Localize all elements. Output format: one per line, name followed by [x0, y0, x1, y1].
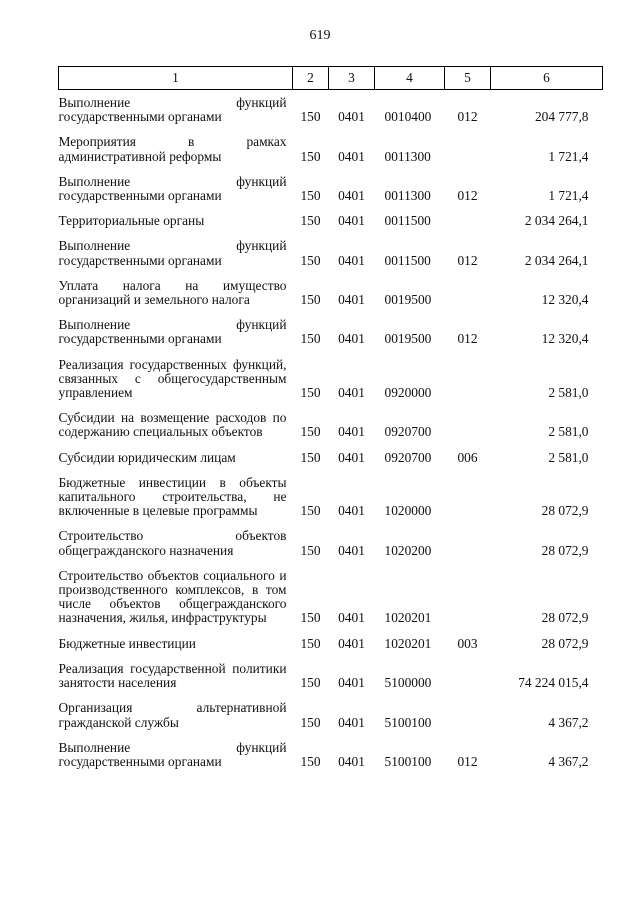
header-col-2: 2 — [293, 67, 329, 90]
table-row — [59, 465, 603, 519]
row-target-article-cell: 5100100 — [384, 753, 432, 769]
row-expense-type-cell — [445, 124, 491, 163]
row-amount-cell: 2 581,0 — [548, 385, 589, 401]
row-target-article-cell: 0011500 — [384, 213, 431, 229]
row-expense-type-cell: 012 — [457, 331, 478, 347]
row-section-cell: 0401 — [338, 714, 365, 730]
row-grbs-cell: 150 — [300, 675, 321, 691]
row-target-article-cell: 0011300 — [384, 188, 431, 204]
row-target-article-cell: 0920000 — [384, 385, 432, 401]
row-grbs-cell: 150 — [300, 109, 321, 125]
row-amount-cell: 12 320,4 — [541, 331, 589, 347]
row-target-article-cell: 0019500 — [384, 292, 432, 308]
row-amount-cell: 204 777,8 — [534, 109, 589, 125]
table-row — [59, 626, 603, 651]
row-section-cell: 0401 — [338, 252, 365, 268]
table-row — [59, 164, 603, 203]
row-amount-cell: 1 721,4 — [548, 148, 589, 164]
row-section-cell: 0401 — [338, 610, 365, 626]
table-row — [59, 518, 603, 557]
row-section-cell: 0401 — [338, 109, 365, 125]
row-section-cell: 0401 — [338, 385, 365, 401]
header-col-3: 3 — [329, 67, 375, 90]
row-target-article-cell: 0019500 — [384, 331, 432, 347]
row-expense-type-cell — [445, 268, 491, 307]
header-col-1: 1 — [59, 67, 293, 90]
row-name-cell: Субсидии юридическим лицам — [58, 449, 236, 465]
row-grbs-cell: 150 — [300, 503, 321, 519]
row-expense-type-cell — [445, 690, 491, 729]
row-grbs-cell: 150 — [300, 424, 321, 440]
table-row — [59, 651, 603, 690]
row-amount-cell: 2 581,0 — [548, 424, 589, 440]
row-name-cell: Строительство объектов социального и производственного комплексов, в том числе объектов общегражданского назначения, жилья, инфраструктуры — [58, 567, 287, 626]
row-grbs-cell: 150 — [300, 610, 321, 626]
header-col-5: 5 — [445, 67, 491, 90]
row-amount-cell: 28 072,9 — [541, 503, 589, 519]
row-grbs-cell: 150 — [300, 292, 321, 308]
row-target-article-cell: 1020201 — [384, 610, 432, 626]
row-name-cell: Выполнение функций государственными органами — [58, 739, 287, 769]
row-section-cell: 0401 — [338, 542, 365, 558]
header-col-6: 6 — [491, 67, 603, 90]
row-name-cell: Территориальные органы — [58, 213, 205, 229]
row-grbs-cell: 150 — [300, 542, 321, 558]
row-section-cell: 0401 — [338, 292, 365, 308]
row-name-cell: Выполнение функций государственными органами — [58, 317, 287, 347]
row-amount-cell: 2 581,0 — [548, 449, 589, 465]
row-target-article-cell: 0920700 — [384, 449, 432, 465]
row-amount-cell: 4 367,2 — [548, 753, 589, 769]
row-target-article-cell: 1020000 — [384, 503, 432, 519]
row-target-article-cell: 5100000 — [384, 675, 432, 691]
row-expense-type-cell: 003 — [457, 635, 478, 651]
row-grbs-cell: 150 — [300, 188, 321, 204]
row-amount-cell: 28 072,9 — [541, 610, 589, 626]
row-grbs-cell: 150 — [300, 449, 321, 465]
row-target-article-cell: 0920700 — [384, 424, 432, 440]
row-section-cell: 0401 — [338, 148, 365, 164]
row-grbs-cell: 150 — [300, 385, 321, 401]
row-expense-type-cell — [445, 400, 491, 439]
row-section-cell: 0401 — [338, 675, 365, 691]
row-amount-cell: 74 224 015,4 — [518, 675, 589, 691]
table-row — [59, 228, 603, 267]
row-amount-cell: 12 320,4 — [541, 292, 589, 308]
budget-table — [58, 66, 603, 769]
row-section-cell: 0401 — [338, 213, 365, 229]
row-target-article-cell: 5100100 — [384, 714, 432, 730]
row-grbs-cell: 150 — [300, 213, 321, 229]
row-section-cell: 0401 — [338, 753, 365, 769]
header-row — [59, 67, 603, 90]
row-target-article-cell: 0010400 — [384, 109, 432, 125]
row-name-cell: Выполнение функций государственными органами — [58, 238, 287, 268]
row-expense-type-cell: 012 — [457, 188, 478, 204]
row-section-cell: 0401 — [338, 503, 365, 519]
row-expense-type-cell: 012 — [457, 753, 478, 769]
row-name-cell: Субсидии на возмещение расходов по содержанию специальных объектов — [58, 410, 287, 440]
row-section-cell: 0401 — [338, 188, 365, 204]
table-row — [59, 307, 603, 346]
row-name-cell: Организация альтернативной гражданской службы — [58, 700, 287, 730]
row-amount-cell: 2 034 264,1 — [524, 252, 589, 268]
table-row — [59, 124, 603, 163]
table-row — [59, 268, 603, 307]
table-row — [59, 440, 603, 465]
row-name-cell: Реализация государственной политики занятости населения — [58, 660, 287, 691]
table-row — [59, 730, 603, 769]
row-expense-type-cell — [445, 203, 491, 228]
row-section-cell: 0401 — [338, 449, 365, 465]
row-section-cell: 0401 — [338, 424, 365, 440]
row-expense-type-cell: 012 — [457, 109, 478, 125]
row-section-cell: 0401 — [338, 331, 365, 347]
row-section-cell: 0401 — [338, 635, 365, 651]
table-row — [59, 203, 603, 228]
table-body — [59, 90, 603, 770]
table-row — [59, 400, 603, 439]
row-expense-type-cell — [445, 651, 491, 690]
row-name-cell: Реализация государственных функций, связанных с общегосударственным управлением — [58, 356, 287, 401]
row-grbs-cell: 150 — [300, 714, 321, 730]
row-grbs-cell: 150 — [300, 331, 321, 347]
row-name-cell: Мероприятия в рамках административной реформы — [58, 134, 287, 164]
row-name-cell: Выполнение функций государственными органами — [58, 173, 287, 204]
row-amount-cell: 2 034 264,1 — [524, 213, 589, 229]
row-target-article-cell: 1020200 — [384, 542, 432, 558]
row-name-cell: Строительство объектов общегражданского назначения — [58, 528, 287, 558]
table-row — [59, 558, 603, 626]
row-target-article-cell: 0011500 — [384, 252, 431, 268]
row-amount-cell: 28 072,9 — [541, 635, 589, 651]
row-amount-cell: 4 367,2 — [548, 714, 589, 730]
row-name-cell: Уплата налога на имущество организаций и земельного налога — [58, 277, 287, 308]
table-header — [59, 67, 603, 90]
table-row — [59, 90, 603, 125]
row-expense-type-cell — [445, 518, 491, 557]
table-row — [59, 690, 603, 729]
row-expense-type-cell — [445, 347, 491, 401]
table-row — [59, 347, 603, 401]
header-col-4: 4 — [375, 67, 445, 90]
page-number: 619 — [309, 28, 331, 43]
row-amount-cell: 28 072,9 — [541, 542, 589, 558]
row-grbs-cell: 150 — [300, 252, 321, 268]
row-name-cell: Бюджетные инвестиции в объекты капитального строительства, не включенные в целевые программы — [58, 474, 287, 519]
row-name-cell: Бюджетные инвестиции — [58, 635, 196, 651]
row-target-article-cell: 1020201 — [384, 635, 432, 651]
row-amount-cell: 1 721,4 — [548, 188, 589, 204]
row-grbs-cell: 150 — [300, 753, 321, 769]
row-expense-type-cell: 012 — [457, 252, 478, 268]
row-expense-type-cell — [445, 465, 491, 519]
row-grbs-cell: 150 — [300, 635, 321, 651]
row-grbs-cell: 150 — [300, 148, 321, 164]
row-expense-type-cell — [445, 558, 491, 626]
row-target-article-cell: 0011300 — [384, 148, 431, 164]
row-name-cell: Выполнение функций государственными органами — [58, 95, 287, 125]
row-expense-type-cell: 006 — [457, 449, 478, 465]
